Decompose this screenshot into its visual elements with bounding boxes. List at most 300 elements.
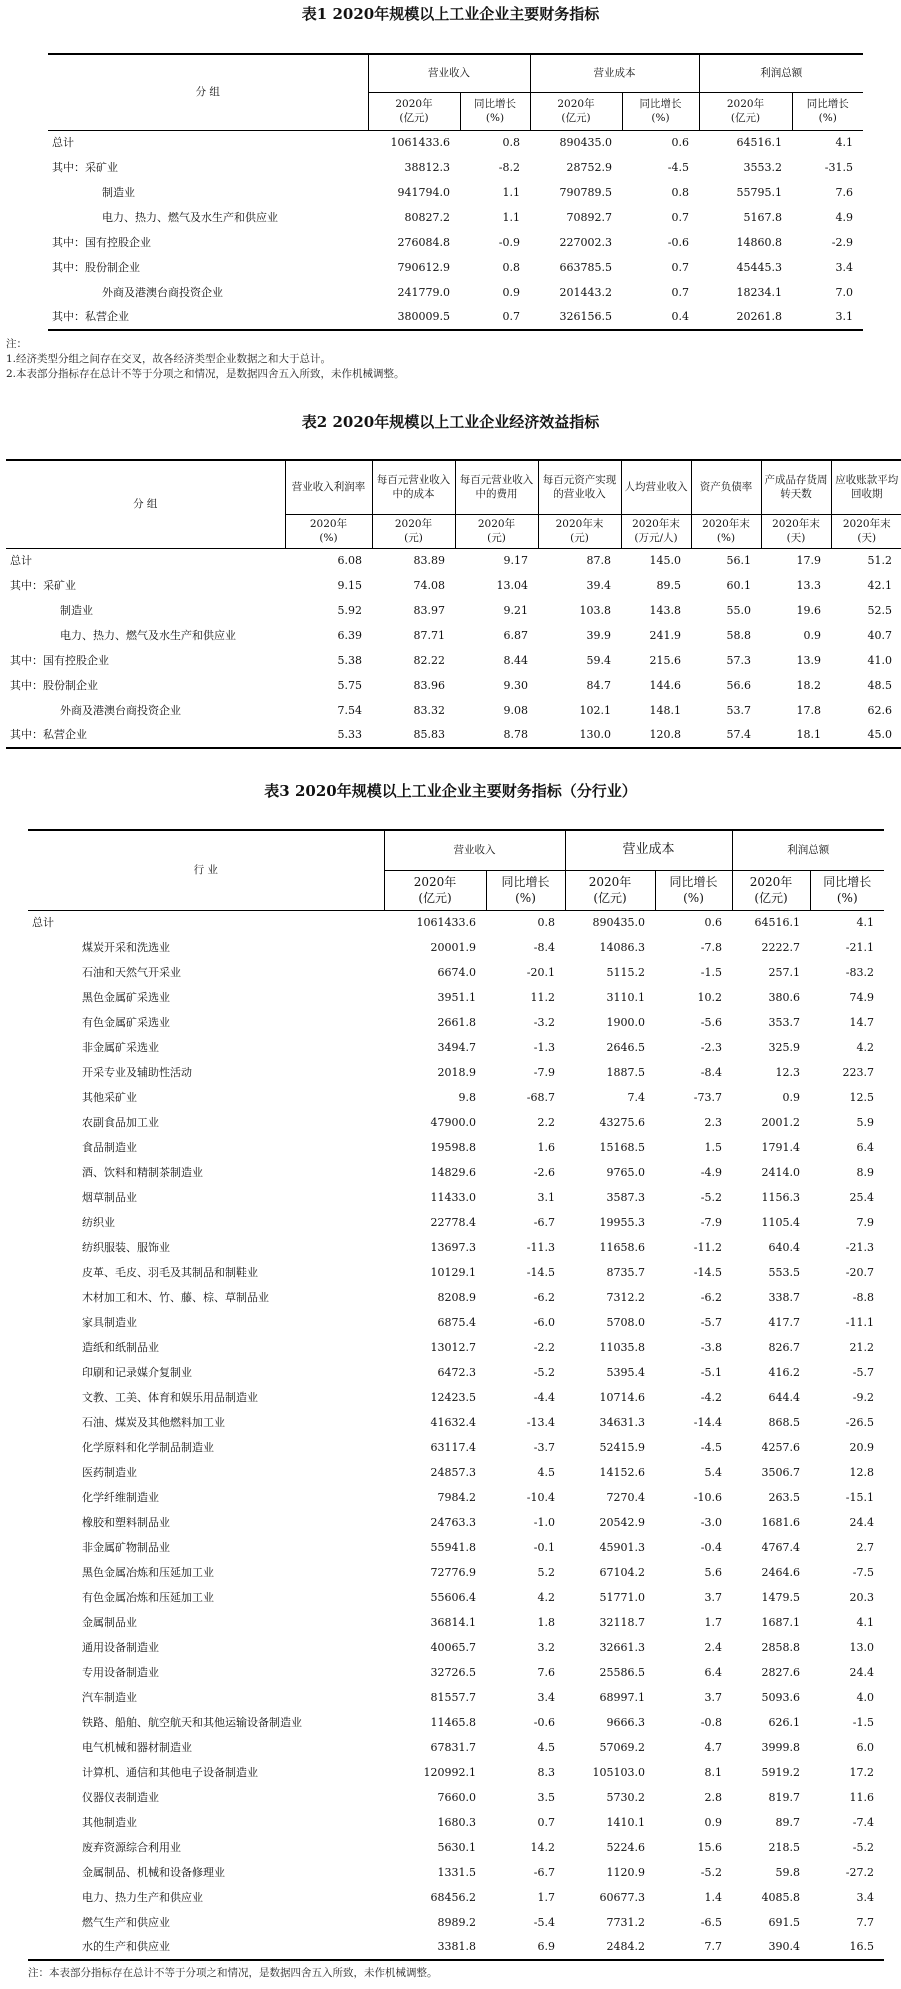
table3 <box>28 829 884 1961</box>
sub-header-line1: 2020年 <box>309 518 348 530</box>
cell-value: 40065.7 <box>430 1640 476 1654</box>
cell-value: 51.2 <box>867 553 892 567</box>
cell-value: -1.5 <box>700 965 723 979</box>
cell-value: 6.87 <box>503 628 528 642</box>
cell-value: 64516.1 <box>736 135 782 149</box>
cell-value: 4.1 <box>856 1615 875 1629</box>
cell-value: 3.4 <box>856 1890 875 1904</box>
cell-value: 72776.9 <box>430 1565 476 1579</box>
sub-header-line1: 2020年 <box>749 875 793 889</box>
cell-value: 7.9 <box>856 1215 875 1229</box>
row-label: 专用设备制造业 <box>82 1665 159 1679</box>
cell-value: -10.6 <box>693 1490 723 1504</box>
cell-value: 5.4 <box>704 1465 723 1479</box>
cell-value: 5.92 <box>337 603 362 617</box>
table-row <box>28 1385 884 1410</box>
cell-value: 5.38 <box>337 653 362 667</box>
sub-header-line2: (元) <box>404 532 423 544</box>
table-row <box>48 180 863 205</box>
cell-value: -31.5 <box>824 160 853 174</box>
cell-value: 941794.0 <box>397 185 450 199</box>
row-label: 总计 <box>52 135 74 149</box>
cell-value: 3494.7 <box>437 1040 476 1054</box>
cell-value: -6.2 <box>533 1290 555 1304</box>
col-group-header: 营业收入 <box>384 830 565 870</box>
sub-header-line1: 同比增长 <box>806 98 849 110</box>
cell-value: 0.8 <box>537 915 555 929</box>
cell-value: 103.8 <box>579 603 611 617</box>
cell-value: 143.8 <box>649 603 681 617</box>
cell-value: 5.9 <box>856 1115 875 1129</box>
cell-value: 64516.1 <box>754 915 801 929</box>
table-row <box>28 1560 884 1585</box>
table-row <box>28 1160 884 1185</box>
sub-header-line2: (亿元) <box>561 112 591 124</box>
cell-value: 9.8 <box>458 1090 476 1104</box>
cell-value: 55606.4 <box>430 1590 476 1604</box>
cell-value: 8.78 <box>503 728 528 741</box>
cell-value: 87.71 <box>413 628 445 642</box>
cell-value: 227002.3 <box>559 235 612 249</box>
cell-value: 6.4 <box>856 1140 875 1154</box>
cell-value: 353.7 <box>768 1015 801 1029</box>
table-row <box>28 1310 884 1335</box>
cell-value: -11.3 <box>526 1240 555 1254</box>
row-label: 外商及港澳台商投资企业 <box>60 703 181 717</box>
cell-value: 59.8 <box>775 1865 801 1879</box>
cell-value: 201443.2 <box>559 285 612 299</box>
table2 <box>6 459 901 749</box>
cell-value: 13.04 <box>496 578 528 592</box>
cell-value: 70892.7 <box>566 210 612 224</box>
cell-value: 10714.6 <box>599 1390 645 1404</box>
sub-header-line1: 2020年 <box>394 518 433 530</box>
row-label: 造纸和纸制品业 <box>82 1340 159 1354</box>
cell-value: 39.4 <box>586 578 611 592</box>
cell-value: 3506.7 <box>761 1465 801 1479</box>
cell-value: -0.6 <box>533 1715 555 1729</box>
table1-title: 表1 2020年规模以上工业企业主要财务指标 <box>301 5 600 23</box>
cell-value: 14.7 <box>849 1015 875 1029</box>
cell-value: 380009.5 <box>397 310 450 323</box>
cell-value: 1681.6 <box>761 1515 801 1529</box>
sub-header-line2: (%) <box>818 112 837 124</box>
cell-value: -13.4 <box>526 1415 555 1429</box>
row-label: 其中：采矿业 <box>52 160 118 174</box>
cell-value: 34631.3 <box>599 1415 645 1429</box>
row-label: 家具制造业 <box>82 1315 137 1329</box>
cell-value: 3951.1 <box>437 990 476 1004</box>
cell-value: 81557.7 <box>430 1690 476 1704</box>
cell-value: 2.7 <box>856 1540 875 1554</box>
sub-header-line1: 同比增长 <box>501 875 550 889</box>
cell-value: 2001.2 <box>761 1115 801 1129</box>
sub-header-line2: (元) <box>487 532 506 544</box>
cell-value: 0.8 <box>502 260 520 274</box>
cell-value: 148.1 <box>649 703 681 717</box>
cell-value: 24857.3 <box>430 1465 476 1479</box>
cell-value: 120.8 <box>649 728 681 741</box>
cell-value: -20.1 <box>526 965 555 979</box>
cell-value: -5.1 <box>700 1365 723 1379</box>
cell-value: -15.1 <box>845 1490 875 1504</box>
cell-value: -0.8 <box>700 1715 723 1729</box>
table-row <box>28 1585 884 1610</box>
cell-value: 0.6 <box>671 135 689 149</box>
cell-value: 1.7 <box>537 1890 555 1904</box>
table-row <box>28 960 884 985</box>
cell-value: 6.9 <box>537 1940 555 1953</box>
row-label: 金属制品业 <box>82 1615 137 1629</box>
cell-value: 42.1 <box>867 578 892 592</box>
cell-value: 11035.8 <box>599 1340 645 1354</box>
cell-value: 89.5 <box>656 578 681 592</box>
cell-value: -4.4 <box>533 1390 555 1404</box>
cell-value: 83.89 <box>413 553 445 567</box>
table-row <box>28 1035 884 1060</box>
cell-value: 1410.1 <box>606 1815 645 1829</box>
table-row <box>28 1610 884 1635</box>
cell-value: 7731.2 <box>606 1915 645 1929</box>
cell-value: 3553.2 <box>743 160 782 174</box>
col-group-header: 营业成本 <box>530 54 699 92</box>
cell-value: -1.3 <box>533 1040 555 1054</box>
cell-value: 52415.9 <box>599 1440 645 1454</box>
cell-value: 1120.9 <box>606 1865 645 1879</box>
table-row <box>28 1785 884 1810</box>
cell-value: 12.5 <box>849 1090 875 1104</box>
cell-value: 13012.7 <box>430 1340 476 1354</box>
sub-header <box>621 514 691 548</box>
cell-value: 19955.3 <box>599 1215 645 1229</box>
cell-value: 68456.2 <box>430 1890 476 1904</box>
cell-value: 223.7 <box>842 1065 875 1079</box>
sub-header <box>622 92 699 130</box>
cell-value: 32661.3 <box>599 1640 645 1654</box>
table2-title: 表2 2020年规模以上工业企业经济效益指标 <box>301 413 600 431</box>
cell-value: 0.7 <box>671 210 689 224</box>
cell-value: 890435.0 <box>559 135 612 149</box>
cell-value: 45.0 <box>867 728 892 741</box>
row-label: 计算机、通信和其他电子设备制造业 <box>82 1765 258 1779</box>
cell-value: 4257.6 <box>761 1440 801 1454</box>
cell-value: 53.7 <box>726 703 751 717</box>
cell-value: 8.3 <box>537 1765 555 1779</box>
cell-value: 0.9 <box>803 628 821 642</box>
cell-value: 74.9 <box>849 990 875 1004</box>
table-row <box>48 155 863 180</box>
cell-value: 2484.2 <box>606 1940 645 1953</box>
cell-value: -2.9 <box>831 235 853 249</box>
cell-value: 41632.4 <box>430 1415 476 1429</box>
cell-value: 819.7 <box>768 1790 801 1804</box>
col-header: 产成品存货周转天数 <box>761 460 831 514</box>
cell-value: 13.3 <box>796 578 821 592</box>
row-label: 其中：私营企业 <box>10 728 87 741</box>
cell-value: 790612.9 <box>397 260 450 274</box>
cell-value: 9666.3 <box>606 1715 645 1729</box>
cell-value: 0.8 <box>671 185 689 199</box>
cell-value: 626.1 <box>768 1715 801 1729</box>
cell-value: 48.5 <box>867 678 892 692</box>
sub-header-line2: (元) <box>570 532 589 544</box>
cell-value: 58.8 <box>726 628 751 642</box>
cell-value: 826.7 <box>768 1340 801 1354</box>
note-line: 注： <box>6 338 27 350</box>
cell-value: 8208.9 <box>437 1290 476 1304</box>
cell-value: 20542.9 <box>599 1515 645 1529</box>
cell-value: 15168.5 <box>599 1140 645 1154</box>
cell-value: -8.2 <box>498 160 520 174</box>
cell-value: 5.6 <box>704 1565 723 1579</box>
col-group-header: 营业收入 <box>368 54 530 92</box>
cell-value: 644.4 <box>768 1390 801 1404</box>
row-label: 食品制造业 <box>82 1140 137 1154</box>
table-row <box>28 1835 884 1860</box>
cell-value: 17.9 <box>796 553 821 567</box>
cell-value: 7.7 <box>704 1940 723 1953</box>
table-row <box>28 1435 884 1460</box>
cell-value: 868.5 <box>768 1415 801 1429</box>
cell-value: 57.3 <box>726 653 751 667</box>
cell-value: 640.4 <box>768 1240 801 1254</box>
cell-value: 11.6 <box>849 1790 875 1804</box>
cell-value: 4.5 <box>537 1465 555 1479</box>
note-line: 2.本表部分指标存在总计不等于分项之和情况，是数据四舍五入所致，未作机械调整。 <box>6 368 405 380</box>
cell-value: -1.0 <box>533 1515 555 1529</box>
cell-value: 55941.8 <box>430 1540 476 1554</box>
cell-value: 14829.6 <box>430 1165 476 1179</box>
cell-value: 56.6 <box>726 678 751 692</box>
cell-value: 0.9 <box>704 1815 723 1829</box>
row-label: 总计 <box>32 915 54 929</box>
cell-value: 3110.1 <box>606 990 645 1004</box>
cell-value: 25586.5 <box>599 1665 645 1679</box>
sub-header-line1: 2020年末 <box>555 518 604 530</box>
cell-value: 39.9 <box>586 628 611 642</box>
sub-header-line1: 同比增长 <box>474 98 516 110</box>
cell-value: 257.1 <box>768 965 801 979</box>
table-row <box>28 1635 884 1660</box>
cell-value: 5919.2 <box>761 1765 801 1779</box>
cell-value: 9.08 <box>503 703 528 717</box>
sub-header-line1: 2020年 <box>413 875 457 889</box>
cell-value: 2858.8 <box>761 1640 801 1654</box>
cell-value: 7.7 <box>856 1915 875 1929</box>
cell-value: 19598.8 <box>430 1140 476 1154</box>
table-row <box>6 623 901 648</box>
cell-value: 6674.0 <box>437 965 476 979</box>
cell-value: 7.0 <box>835 285 853 299</box>
row-label: 黑色金属冶炼和压延加工业 <box>82 1565 214 1579</box>
table-row <box>6 573 901 598</box>
cell-value: -6.7 <box>533 1215 555 1229</box>
cell-value: 45445.3 <box>736 260 782 274</box>
row-label: 化学原料和化学制品制造业 <box>82 1440 214 1454</box>
cell-value: -8.4 <box>700 1065 723 1079</box>
cell-value: 5167.8 <box>743 210 782 224</box>
cell-value: 82.22 <box>413 653 445 667</box>
cell-value: 1061433.6 <box>390 135 450 149</box>
row-label: 外商及港澳台商投资企业 <box>102 285 223 299</box>
cell-value: 4085.8 <box>761 1890 801 1904</box>
group-header: 分 组 <box>48 54 368 130</box>
cell-value: 89.7 <box>775 1815 801 1829</box>
cell-value: 1900.0 <box>606 1015 645 1029</box>
sub-header-line2: (%) <box>716 532 736 544</box>
row-label: 纺织业 <box>82 1215 115 1229</box>
row-label: 农副食品加工业 <box>82 1115 159 1129</box>
cell-value: 8735.7 <box>606 1265 645 1279</box>
cell-value: 57.4 <box>726 728 751 741</box>
cell-value: 2.3 <box>704 1115 723 1129</box>
cell-value: 102.1 <box>579 703 611 717</box>
table1 <box>48 53 863 331</box>
cell-value: -68.7 <box>526 1090 555 1104</box>
cell-value: 2646.5 <box>606 1040 645 1054</box>
cell-value: 18.1 <box>796 728 821 741</box>
row-label: 燃气生产和供应业 <box>82 1915 170 1929</box>
sub-header <box>285 514 372 548</box>
row-label: 电气机械和器材制造业 <box>82 1740 192 1754</box>
table-row <box>28 1735 884 1760</box>
cell-value: 3.1 <box>835 310 853 323</box>
cell-value: 9.30 <box>503 678 528 692</box>
col-group-header: 营业成本 <box>565 830 732 870</box>
sub-header-line1: 2020年 <box>726 98 765 110</box>
row-label: 皮革、毛皮、羽毛及其制品和制鞋业 <box>82 1265 258 1279</box>
cell-value: 5093.6 <box>761 1690 801 1704</box>
cell-value: 60677.3 <box>599 1890 645 1904</box>
cell-value: 2827.6 <box>761 1665 801 1679</box>
cell-value: -21.1 <box>845 940 875 954</box>
cell-value: 59.4 <box>586 653 611 667</box>
table-row <box>28 1360 884 1385</box>
cell-value: 11.2 <box>530 990 555 1004</box>
cell-value: 663785.5 <box>559 260 612 274</box>
cell-value: 8.44 <box>503 653 528 667</box>
cell-value: -6.5 <box>700 1915 723 1929</box>
cell-value: 120992.1 <box>423 1765 476 1779</box>
cell-value: 12.3 <box>775 1065 801 1079</box>
cell-value: 1061433.6 <box>416 915 476 929</box>
cell-value: 62.6 <box>867 703 892 717</box>
table-row <box>28 1085 884 1110</box>
cell-value: 1.8 <box>537 1615 555 1629</box>
cell-value: 12.8 <box>849 1465 875 1479</box>
cell-value: 24.4 <box>849 1665 875 1679</box>
cell-value: -7.8 <box>700 940 723 954</box>
row-label: 仪器仪表制造业 <box>82 1790 159 1804</box>
cell-value: 2.8 <box>704 1790 723 1804</box>
cell-value: 6472.3 <box>437 1365 476 1379</box>
row-label: 其中：私营企业 <box>52 310 129 323</box>
sub-header-line2: (%) <box>836 891 858 905</box>
row-label: 非金属矿采选业 <box>82 1040 159 1054</box>
cell-value: 0.8 <box>502 135 520 149</box>
table-row <box>28 1235 884 1260</box>
cell-value: 56.1 <box>726 553 751 567</box>
cell-value: 9.21 <box>503 603 528 617</box>
cell-value: 416.2 <box>768 1365 801 1379</box>
cell-value: -4.5 <box>700 1440 723 1454</box>
cell-value: 4.1 <box>835 135 853 149</box>
cell-value: 2661.8 <box>437 1015 476 1029</box>
sub-header-line1: 2020年末 <box>702 518 750 530</box>
sub-header-line2: (%) <box>319 532 338 544</box>
table-row <box>48 255 863 280</box>
cell-value: -26.5 <box>845 1415 875 1429</box>
cell-value: 1.5 <box>704 1140 723 1154</box>
col-header: 每百元营业收入中的费用 <box>455 460 538 514</box>
sub-header-line1: 2020年末 <box>772 518 820 530</box>
cell-value: -20.7 <box>845 1265 875 1279</box>
cell-value: 20001.9 <box>430 940 476 954</box>
table-row <box>28 985 884 1010</box>
cell-value: -6.7 <box>533 1865 555 1879</box>
cell-value: 105103.0 <box>592 1765 645 1779</box>
table-row <box>28 1510 884 1535</box>
cell-value: 5.75 <box>337 678 362 692</box>
table-row <box>28 1860 884 1885</box>
table-row <box>28 1685 884 1710</box>
cell-value: 241.9 <box>649 628 681 642</box>
cell-value: 1.1 <box>502 185 520 199</box>
cell-value: -6.2 <box>700 1290 723 1304</box>
cell-value: -1.5 <box>852 1715 875 1729</box>
cell-value: 7984.2 <box>437 1490 476 1504</box>
sub-header <box>538 514 621 548</box>
group-header: 行 业 <box>28 830 384 910</box>
cell-value: 60.1 <box>726 578 751 592</box>
cell-value: -4.5 <box>667 160 689 174</box>
table-row <box>48 230 863 255</box>
row-label: 其中：采矿业 <box>10 578 76 592</box>
cell-value: -3.2 <box>533 1015 555 1029</box>
sub-header <box>486 870 565 910</box>
table-row <box>6 698 901 723</box>
cell-value: 36814.1 <box>430 1615 476 1629</box>
cell-value: 8.1 <box>704 1765 723 1779</box>
cell-value: 7660.0 <box>437 1790 476 1804</box>
cell-value: 338.7 <box>768 1290 801 1304</box>
row-label: 有色金属矿采选业 <box>82 1015 170 1029</box>
cell-value: 10.2 <box>697 990 723 1004</box>
sub-header <box>691 514 761 548</box>
sub-header <box>368 92 460 130</box>
table-row <box>28 1110 884 1135</box>
cell-value: -21.3 <box>845 1240 875 1254</box>
row-label: 其中：国有控股企业 <box>10 653 109 667</box>
cell-value: 4.0 <box>856 1690 875 1704</box>
cell-value: 3.1 <box>537 1190 555 1204</box>
cell-value: 67104.2 <box>599 1565 645 1579</box>
cell-value: -5.2 <box>852 1840 875 1854</box>
cell-value: -2.6 <box>533 1165 555 1179</box>
sub-header-line1: 2020年末 <box>632 518 680 530</box>
cell-value: 7312.2 <box>606 1290 645 1304</box>
cell-value: 7.6 <box>835 185 853 199</box>
row-label: 电力、热力、燃气及水生产和供应业 <box>102 210 278 224</box>
cell-value: 5.2 <box>537 1565 555 1579</box>
cell-value: 40.7 <box>867 628 892 642</box>
row-label: 金属制品、机械和设备修理业 <box>82 1865 225 1879</box>
cell-value: 2414.0 <box>761 1165 801 1179</box>
row-label: 烟草制品业 <box>82 1190 137 1204</box>
cell-value: 4.1 <box>856 915 875 929</box>
row-label: 制造业 <box>102 185 135 199</box>
cell-value: -5.2 <box>533 1365 555 1379</box>
